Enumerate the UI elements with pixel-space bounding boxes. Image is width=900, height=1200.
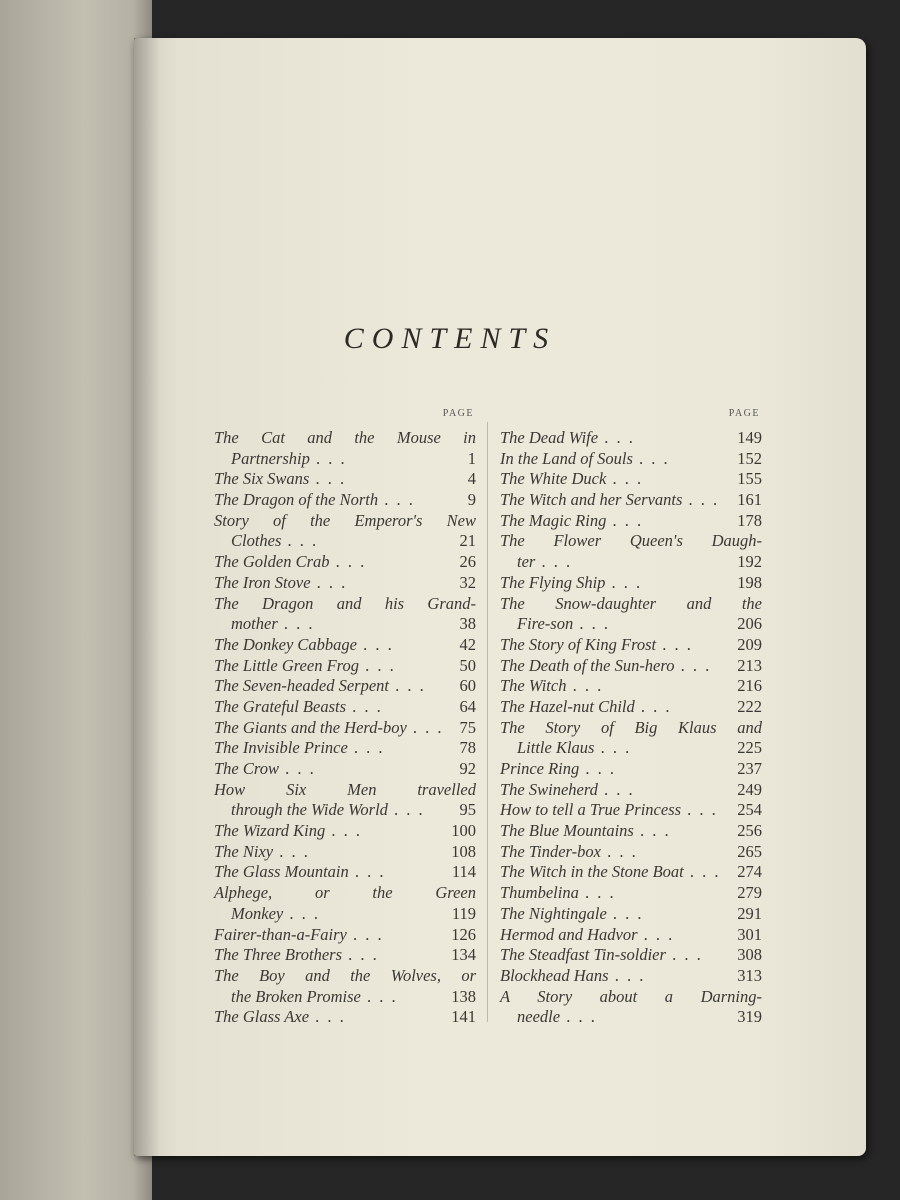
contents-entry: [500, 697, 762, 718]
contents-entry: [500, 718, 762, 759]
page-number: 126: [451, 924, 476, 944]
page-number: 256: [737, 821, 762, 841]
page-number: 291: [737, 903, 762, 923]
entry-title: The Grateful Beasts: [214, 696, 346, 716]
contents-entry: [500, 780, 762, 801]
entry-title-line: [214, 635, 476, 656]
page-number: 119: [451, 903, 476, 923]
contents-entry: [500, 656, 762, 677]
facing-page: [0, 0, 152, 1200]
entry-title: The Nightingale: [500, 903, 607, 923]
contents-entry: [500, 676, 762, 697]
entry-title-line: [500, 635, 762, 656]
contents-entry: [214, 945, 476, 966]
entry-title-line: [214, 718, 476, 739]
entry-title-line: [214, 780, 476, 801]
page-number: 213: [737, 655, 762, 675]
leader-dots: . . .: [360, 986, 398, 1006]
entry-title: The Golden Crab: [214, 552, 330, 572]
entry-title: The Story of Big Klaus and: [500, 717, 762, 737]
contents-entry: [500, 511, 762, 532]
leader-dots: . . .: [535, 552, 573, 572]
page-number: 301: [737, 924, 762, 944]
entry-title: How to tell a True Princess: [500, 800, 682, 820]
page-number: 50: [459, 655, 476, 675]
leader-dots: . . .: [329, 552, 367, 572]
entry-title-line: [214, 449, 476, 470]
leader-dots: . . .: [283, 903, 320, 923]
leader-dots: . . .: [309, 469, 347, 489]
contents-entry: [214, 573, 476, 594]
entry-title: The Death of the Sun-hero: [500, 655, 675, 675]
entry-title-line: [500, 1007, 762, 1028]
page-number: 42: [459, 634, 476, 654]
contents-entry: [214, 883, 476, 924]
entry-title: The Dragon of the North: [214, 490, 379, 510]
contents-entry: [214, 738, 476, 759]
page-number: 225: [737, 738, 762, 758]
entry-title: The Crow: [214, 759, 279, 778]
entry-title-line: [214, 904, 476, 925]
entry-title-line: [214, 552, 476, 573]
page-number: 26: [459, 552, 476, 572]
leader-dots: . . .: [325, 821, 362, 841]
entry-title-line: [500, 469, 762, 490]
entry-title-line: [500, 449, 762, 470]
entry-title-line: [214, 531, 476, 552]
entry-title: The Giants and the Herd-boy: [214, 717, 407, 737]
entry-title-line: [500, 614, 762, 635]
leader-dots: . . .: [347, 738, 385, 758]
leader-dots: . . .: [358, 655, 396, 675]
entry-list: [500, 428, 762, 1028]
entry-title-line: [214, 925, 476, 946]
leader-dots: . . .: [389, 676, 426, 696]
entry-title: The White Duck: [500, 469, 607, 489]
entry-title-line: [500, 945, 762, 966]
contents-entry: [500, 842, 762, 863]
entry-title-line: [500, 883, 762, 904]
entry-title: through the Wide World: [231, 800, 388, 820]
entry-title: The Steadfast Tin-soldier: [500, 945, 666, 965]
entry-title: The Dead Wife: [500, 428, 599, 447]
entry-title-line: [500, 718, 762, 739]
page-number: 95: [459, 800, 476, 820]
entry-title: Blockhead Hans: [500, 965, 609, 985]
entry-title-line: [214, 573, 476, 594]
leader-dots: . . .: [281, 531, 319, 551]
entry-title-line: [500, 490, 762, 511]
entry-title: Partnership: [231, 448, 310, 468]
page-number: 155: [737, 469, 762, 489]
contents-entry: [500, 490, 762, 511]
leader-dots: . . .: [309, 1007, 346, 1027]
leader-dots: . . .: [600, 841, 638, 861]
contents-entry: [500, 531, 762, 572]
page-number: 265: [737, 841, 762, 861]
leader-dots: . . .: [674, 655, 712, 675]
contents-entry: [214, 490, 476, 511]
entry-title-line: [214, 966, 476, 987]
entry-title: A Story about a Darning-: [500, 986, 762, 1006]
entry-title: The Six Swans: [214, 469, 310, 489]
entry-title: Clothes: [231, 531, 282, 551]
contents-entry: [500, 925, 762, 946]
page-number: 9: [467, 490, 476, 510]
contents-entry: [500, 966, 762, 987]
contents-entry: [214, 780, 476, 821]
entry-title-line: [500, 552, 762, 573]
page-number: 206: [737, 614, 762, 634]
column-divider: [487, 422, 488, 1022]
leader-dots: . . .: [273, 841, 310, 861]
entry-title-line: [214, 945, 476, 966]
contents-entry: [500, 635, 762, 656]
contents-column-left: [214, 408, 476, 1028]
entry-title: The Blue Mountains: [500, 821, 634, 841]
page-number: 134: [451, 945, 476, 965]
entry-title: mother: [231, 614, 278, 634]
page-number: 21: [459, 531, 476, 551]
entry-title: The Iron Stove: [214, 572, 311, 592]
contents-entry: [500, 904, 762, 925]
contents-entry: [500, 945, 762, 966]
leader-dots: . . .: [682, 490, 720, 510]
contents-entry: [214, 718, 476, 739]
entry-title: Hermod and Hadvor: [500, 924, 638, 944]
entry-title-line: [500, 987, 762, 1008]
entry-title-line: [214, 883, 476, 904]
contents-entry: [214, 842, 476, 863]
entry-title-line: [214, 656, 476, 677]
entry-title: Prince Ring: [500, 759, 580, 778]
entry-title-line: [500, 780, 762, 801]
page-number: 313: [737, 965, 762, 985]
entry-title-line: [500, 862, 762, 883]
entry-title-line: [500, 842, 762, 863]
contents-entry: [214, 635, 476, 656]
leader-dots: . . .: [406, 717, 444, 737]
page-title: CONTENTS: [343, 322, 557, 355]
leader-dots: . . .: [578, 883, 616, 903]
leader-dots: . . .: [605, 572, 643, 592]
page-number: 100: [451, 821, 476, 841]
entry-title-line: [214, 469, 476, 490]
entry-title: The Donkey Cabbage: [214, 634, 357, 654]
page-number: 1: [467, 448, 476, 468]
entry-title: The Flying Ship: [500, 572, 606, 592]
entry-title: The Glass Mountain: [214, 862, 349, 882]
entry-title-line: [214, 697, 476, 718]
entry-title: The Snow-daughter and the: [500, 593, 762, 613]
entry-title: The Boy and the Wolves, or: [214, 965, 476, 985]
entry-title-line: [500, 676, 762, 697]
contents-entry: [214, 1007, 476, 1028]
leader-dots: . . .: [573, 614, 610, 634]
leader-dots: . . .: [637, 924, 675, 944]
entry-title-line: [500, 925, 762, 946]
entry-title-line: [214, 490, 476, 511]
entry-title-line: [500, 656, 762, 677]
entry-title-line: [500, 800, 762, 821]
entry-title-line: [214, 1007, 476, 1028]
page-number: 152: [737, 448, 762, 468]
contents-entry: [500, 594, 762, 635]
leader-dots: . . .: [348, 862, 386, 882]
leader-dots: . . .: [665, 945, 703, 965]
contents-entry: [214, 511, 476, 552]
leader-dots: . . .: [342, 945, 379, 965]
leader-dots: . . .: [278, 759, 316, 778]
entry-title: The Cat and the Mouse in: [214, 428, 476, 447]
leader-dots: . . .: [633, 821, 671, 841]
entry-title-line: [214, 987, 476, 1008]
leader-dots: . . .: [346, 696, 383, 716]
page-number: 75: [459, 717, 476, 737]
entry-title-line: [500, 759, 762, 780]
contents-entry: [214, 697, 476, 718]
entry-title: the Broken Promise: [231, 986, 361, 1006]
contents-entry: [214, 821, 476, 842]
page-number: 216: [737, 676, 762, 696]
contents-entry: [500, 759, 762, 780]
leader-dots: . . .: [606, 510, 644, 530]
contents-entry: [214, 594, 476, 635]
entry-title: The Nixy: [214, 841, 274, 861]
entry-title: How Six Men travelled: [214, 779, 476, 799]
page-number: 237: [737, 759, 762, 778]
entry-title-line: [214, 428, 476, 449]
page-number: 92: [459, 759, 476, 778]
contents-entry: [214, 925, 476, 946]
page-column-header: PAGE: [728, 408, 760, 419]
page-number: 141: [451, 1007, 476, 1027]
entry-title: The Witch: [500, 676, 567, 696]
contents-entry: [214, 469, 476, 490]
page-number: 209: [737, 634, 762, 654]
contents-column-right: [500, 408, 762, 1028]
page-number: 78: [459, 738, 476, 758]
leader-dots: . . .: [566, 676, 604, 696]
entry-title: The Swineherd: [500, 779, 598, 799]
contents-entry: [500, 800, 762, 821]
entry-list: [214, 428, 476, 1028]
entry-title-line: [214, 821, 476, 842]
entry-title: The Dragon and his Grand-: [214, 593, 476, 613]
entry-title-line: [500, 821, 762, 842]
entry-title: The Wizard King: [214, 821, 326, 841]
contents-entry: [214, 656, 476, 677]
entry-title: The Flower Queen's Daugh-: [500, 531, 762, 551]
entry-title-line: [500, 738, 762, 759]
entry-title-line: [500, 594, 762, 615]
leader-dots: . . .: [594, 738, 632, 758]
entry-title-line: [500, 531, 762, 552]
contents-entry: [500, 469, 762, 490]
leader-dots: . . .: [598, 428, 635, 447]
entry-title: The Hazel-nut Child: [500, 696, 635, 716]
leader-dots: . . .: [597, 779, 635, 799]
leader-dots: . . .: [356, 634, 394, 654]
page-number: 254: [737, 800, 762, 820]
page-number: 319: [737, 1007, 762, 1027]
entry-title-line: [214, 511, 476, 532]
entry-title: The Seven-headed Serpent: [214, 676, 390, 696]
entry-title: Monkey: [231, 903, 284, 923]
contents-entry: [214, 552, 476, 573]
page-number: 38: [459, 614, 476, 634]
contents-entry: [500, 449, 762, 470]
entry-title: The Magic Ring: [500, 510, 607, 530]
leader-dots: . . .: [606, 469, 644, 489]
leader-dots: . . .: [634, 696, 672, 716]
page-number: 308: [737, 945, 762, 965]
page-number: 4: [467, 469, 476, 489]
entry-title: needle: [517, 1007, 561, 1027]
entry-title-line: [214, 738, 476, 759]
page-number: 32: [459, 572, 476, 592]
entry-title-line: [214, 614, 476, 635]
entry-title-line: [500, 511, 762, 532]
page-number: 108: [451, 841, 476, 861]
contents-entry: [214, 759, 476, 780]
entry-title: ter: [517, 552, 536, 572]
contents-entry: [500, 573, 762, 594]
entry-title: In the Land of Souls: [500, 448, 633, 468]
entry-title-line: [214, 800, 476, 821]
entry-title: The Tinder-box: [500, 841, 601, 861]
page-number: 178: [737, 510, 762, 530]
leader-dots: . . .: [579, 759, 617, 778]
page-number: 161: [737, 490, 762, 510]
contents-entry: [500, 428, 762, 449]
entry-title: The Little Green Frog: [214, 655, 359, 675]
contents-entry: [214, 966, 476, 1007]
entry-title: The Witch in the Stone Boat: [500, 862, 684, 882]
page-number: 198: [737, 572, 762, 592]
leader-dots: . . .: [387, 800, 425, 820]
entry-title: The Three Brothers: [214, 945, 343, 965]
leader-dots: . . .: [309, 448, 347, 468]
entry-title: Fire-son: [517, 614, 574, 634]
page-number: 64: [459, 696, 476, 716]
leader-dots: . . .: [606, 903, 644, 923]
page-number: 249: [737, 779, 762, 799]
entry-title-line: [500, 904, 762, 925]
leader-dots: . . .: [346, 924, 384, 944]
contents-entry: [500, 883, 762, 904]
page-number: 279: [737, 883, 762, 903]
entry-title: Fairer-than-a-Fairy: [214, 924, 347, 944]
page-number: 222: [737, 696, 762, 716]
page-number: 274: [737, 862, 762, 882]
leader-dots: . . .: [632, 448, 670, 468]
contents-entry: [214, 676, 476, 697]
entry-title-line: [500, 697, 762, 718]
entry-title-line: [500, 428, 762, 449]
contents-entry: [500, 821, 762, 842]
page-gutter: [134, 38, 160, 1156]
entry-title: The Witch and her Servants: [500, 490, 683, 510]
entry-title: The Glass Axe: [214, 1007, 310, 1027]
entry-title: Little Klaus: [517, 738, 595, 758]
leader-dots: . . .: [560, 1007, 597, 1027]
entry-title-line: [214, 862, 476, 883]
entry-title-line: [500, 966, 762, 987]
entry-title-line: [214, 594, 476, 615]
entry-title-line: [214, 759, 476, 780]
page-number: 138: [451, 986, 476, 1006]
entry-title-line: [214, 842, 476, 863]
leader-dots: . . .: [656, 634, 693, 654]
entry-title-line: [500, 573, 762, 594]
entry-title: The Story of King Frost: [500, 634, 657, 654]
contents-entry: [214, 428, 476, 469]
page-column-header: PAGE: [442, 408, 474, 419]
entry-title-line: [214, 676, 476, 697]
entry-title: Thumbelina: [500, 883, 579, 903]
contents-entry: [500, 862, 762, 883]
entry-title: The Invisible Prince: [214, 738, 348, 758]
leader-dots: . . .: [608, 965, 646, 985]
page-number: 149: [737, 428, 762, 447]
contents-entry: [500, 987, 762, 1028]
page-number: 60: [459, 676, 476, 696]
leader-dots: . . .: [683, 862, 721, 882]
page-number: 114: [451, 862, 476, 882]
leader-dots: . . .: [681, 800, 718, 820]
entry-title: Story of the Emperor's New: [214, 510, 476, 530]
leader-dots: . . .: [378, 490, 415, 510]
leader-dots: . . .: [277, 614, 315, 634]
leader-dots: . . .: [310, 572, 348, 592]
contents-entry: [214, 862, 476, 883]
page-number: 192: [737, 552, 762, 572]
entry-title: Alphege, or the Green: [214, 883, 476, 903]
